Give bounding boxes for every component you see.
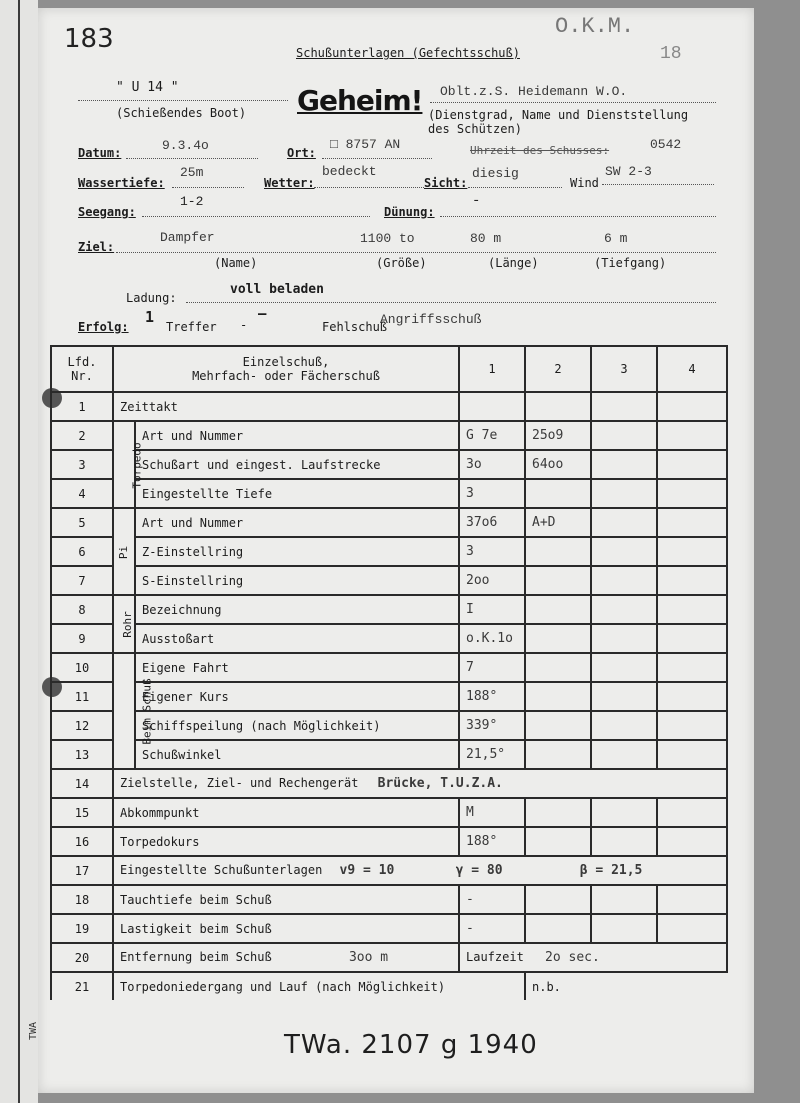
group-torpedo (113, 421, 144, 508)
erfolg-treffer-label: Treffer (166, 320, 217, 334)
datum-value: 9.3.4o (162, 138, 209, 153)
row-value-3 (591, 653, 657, 682)
row-value-2 (525, 595, 591, 624)
row-value-2 (525, 827, 591, 856)
row-value-3 (591, 566, 657, 595)
row-value-3 (591, 421, 657, 450)
gamma-value: γ = 80 (455, 863, 503, 878)
side-mark: TWA (28, 1021, 39, 1040)
row-label: Bezeichnung (135, 595, 459, 624)
row-label: Eingestellte Schußunterlagen (120, 863, 323, 877)
group-beim-schuss-label: Beim Schuß (140, 678, 154, 745)
row-label: Zielstelle, Ziel- und Rechengerät (120, 776, 359, 790)
row-value-3 (591, 914, 657, 943)
row-label: Eingestellte Tiefe (135, 479, 459, 508)
table-row (51, 943, 727, 972)
boat-label: (Schießendes Boot) (116, 106, 247, 120)
group-pi-label: Pi (117, 545, 131, 559)
ziel-tiefgang: 6 m (604, 231, 628, 246)
table-row (51, 450, 727, 479)
row-value-2 (525, 653, 591, 682)
row-value-3 (591, 827, 657, 856)
row-number: 3 (51, 450, 113, 479)
seegang-label: Seegang: (78, 205, 136, 219)
row-value-2 (525, 479, 591, 508)
erfolg-label: Erfolg: (78, 320, 129, 334)
form-title: Schußunterlagen (Gefechtsschuß) (296, 46, 520, 60)
row-number: 15 (51, 798, 113, 827)
officer-value: Oblt.z.S. Heidemann W.O. (440, 84, 628, 99)
row-value-3 (591, 682, 657, 711)
uhrzeit-label: Uhrzeit des Schusses: (470, 144, 610, 157)
row-number: 18 (51, 885, 113, 914)
erfolg-treffer-value: 1 (145, 308, 155, 326)
ziel-sub-groesse: (Größe) (376, 256, 427, 270)
table-row (51, 972, 727, 1000)
row-value-2 (525, 392, 591, 421)
row-value-1: M (459, 798, 525, 827)
geheim-stamp: Geheim! (297, 84, 423, 117)
row-label: Torpedoniedergang und Lauf (nach Möglichkeit) (113, 972, 525, 1000)
v9-value: v9 = 10 (339, 863, 395, 878)
row-value-1: 21,5° (459, 740, 525, 769)
row-value-2 (525, 537, 591, 566)
row-value: n.b. (525, 972, 727, 1000)
row-value-3 (591, 624, 657, 653)
erfolg-dash: - (240, 318, 248, 332)
row-number: 13 (51, 740, 113, 769)
row-label: Art und Nummer (135, 421, 459, 450)
duenung-value: - (472, 193, 481, 209)
row-number: 14 (51, 769, 113, 798)
row-value-4 (657, 682, 727, 711)
laufzeit-label: Laufzeit (466, 950, 524, 964)
ziel-sub-name: (Name) (214, 256, 258, 270)
row-value-1: 3 (459, 537, 525, 566)
row-number: 11 (51, 682, 113, 711)
row-value-4 (657, 740, 727, 769)
header-einzel (113, 346, 459, 392)
corner-mark: O.K.M. (555, 14, 635, 39)
row-value: Brücke, T.U.Z.A. (377, 776, 503, 791)
ziel-groesse: 1100 to (360, 231, 415, 246)
row-number: 6 (51, 537, 113, 566)
beta-value: β = 21,5 (579, 863, 643, 878)
row-value-2 (525, 914, 591, 943)
table-row (51, 827, 727, 856)
row-label: Lastigkeit beim Schuß (113, 914, 459, 943)
row-label: Schiffspeilung (nach Möglichkeit) (135, 711, 459, 740)
wetter-value: bedeckt (322, 164, 377, 179)
row-value-4 (657, 827, 727, 856)
header-lfd: Lfd. Nr. (51, 346, 113, 392)
row-value-2: 64oo (525, 450, 591, 479)
row-label: Torpedokurs (113, 827, 459, 856)
row-label: Abkommpunkt (113, 798, 459, 827)
row-value-3 (591, 450, 657, 479)
corner-number: 18 (660, 44, 682, 64)
row-value-2: A+D (525, 508, 591, 537)
table-row (51, 537, 727, 566)
wind-value: SW 2-3 (605, 164, 652, 179)
row-label: Eigene Fahrt (135, 653, 459, 682)
wassertiefe-value: 25m (180, 165, 204, 180)
row-value-2 (525, 798, 591, 827)
table-row (51, 769, 727, 798)
boat-value: " U 14 " (116, 80, 179, 95)
sicht-value: diesig (472, 166, 519, 181)
row-value-1: I (459, 595, 525, 624)
row-value-4 (657, 508, 727, 537)
laufzeit-value: 2o sec. (545, 950, 600, 965)
header-einzel-line2: Mehrfach- oder Fächerschuß (192, 369, 380, 383)
row-label: Entfernung beim Schuß (120, 950, 272, 964)
header-col-3: 3 (591, 346, 657, 392)
page-margin (0, 0, 38, 1103)
table-row (51, 595, 727, 624)
header-col-1: 1 (459, 346, 525, 392)
row-number: 10 (51, 653, 113, 682)
row-value-1: G 7e (459, 421, 525, 450)
row-label: Art und Nummer (135, 508, 459, 537)
row-number: 19 (51, 914, 113, 943)
row-number: 8 (51, 595, 113, 624)
ziel-sub-tiefgang: (Tiefgang) (594, 256, 667, 270)
row-value-1: 3o (459, 450, 525, 479)
page-number: 183 (64, 24, 114, 54)
ziel-label: Ziel: (78, 240, 115, 254)
row-value-3 (591, 479, 657, 508)
group-torpedo-label: Torpedo (130, 441, 144, 489)
row-label: Ausstoßart (135, 624, 459, 653)
row-value-4 (657, 595, 727, 624)
row-number: 21 (51, 972, 113, 1000)
row-value-2: 25o9 (525, 421, 591, 450)
header-einzel-line1: Einzelschuß, (242, 355, 330, 369)
row-value-3 (591, 508, 657, 537)
row-number: 4 (51, 479, 113, 508)
erfolg-note: Angriffsschuß (380, 312, 482, 327)
row-label-with-values (113, 856, 727, 885)
row-number: 1 (51, 392, 113, 421)
row-value-4 (657, 885, 727, 914)
row-value-1: o.K.1o (459, 624, 525, 653)
group-beim-schuss (113, 653, 154, 769)
row-value-4 (657, 653, 727, 682)
row-value-3 (591, 885, 657, 914)
table-row (51, 798, 727, 827)
table-row (51, 914, 727, 943)
ziel-laenge: 80 m (470, 231, 502, 246)
header-col-2: 2 (525, 346, 591, 392)
datum-label: Datum: (78, 146, 122, 160)
row-number: 5 (51, 508, 113, 537)
row-value-2 (525, 624, 591, 653)
table-row (51, 885, 727, 914)
row-value-2 (525, 711, 591, 740)
row-value-1: 188° (459, 827, 525, 856)
row-value-2 (525, 566, 591, 595)
group-rohr (113, 595, 135, 653)
table-row (51, 508, 727, 537)
ziel-sub-laenge: (Länge) (488, 256, 539, 270)
duenung-label: Dünung: (384, 205, 435, 219)
table-row (51, 479, 727, 508)
row-value-4 (657, 566, 727, 595)
row-label: Schußart und eingest. Laufstrecke (135, 450, 459, 479)
ziel-name: Dampfer (160, 230, 215, 245)
row-label: Zeittakt (113, 392, 459, 421)
row-label: Schußwinkel (135, 740, 459, 769)
row-value-3 (591, 798, 657, 827)
row-value-1: - (459, 885, 525, 914)
group-pi (113, 508, 135, 595)
ladung-label: Ladung: (126, 291, 177, 305)
row-value-1: 7 (459, 653, 525, 682)
firing-data-table (50, 345, 728, 1000)
uhrzeit-value: 0542 (650, 137, 682, 152)
ladung-value: voll beladen (230, 282, 324, 297)
row-value-4 (657, 798, 727, 827)
row-value-4 (657, 450, 727, 479)
row-number: 7 (51, 566, 113, 595)
row-value-4 (657, 624, 727, 653)
officer-label: (Dienstgrad, Name und Dienststellung des Schützen) (428, 108, 689, 136)
row-value-1: 2oo (459, 566, 525, 595)
row-value-4 (657, 392, 727, 421)
row-label: Z-Einstellring (135, 537, 459, 566)
row-value-1: 339° (459, 711, 525, 740)
row-number: 17 (51, 856, 113, 885)
row-label-with-value (113, 769, 727, 798)
table-row (51, 392, 727, 421)
sicht-label: Sicht: (424, 176, 468, 190)
table-row (51, 566, 727, 595)
row-value-3 (591, 595, 657, 624)
row-value-2 (525, 682, 591, 711)
row-value-4 (657, 479, 727, 508)
row-value-3 (591, 740, 657, 769)
row-value-4 (657, 914, 727, 943)
row-label: Eigener Kurs (135, 682, 459, 711)
row-value-1: 3 (459, 479, 525, 508)
table-row (51, 653, 727, 682)
ort-label: Ort: (287, 146, 316, 160)
row-value-1: - (459, 914, 525, 943)
row-number: 2 (51, 421, 113, 450)
wassertiefe-label: Wassertiefe: (78, 176, 165, 190)
entfernung-value: 3oo m (348, 950, 389, 965)
row-number: 12 (51, 711, 113, 740)
row-number: 9 (51, 624, 113, 653)
row-value-2 (525, 885, 591, 914)
table-header-row (51, 346, 727, 392)
row-value-1: 188° (459, 682, 525, 711)
archive-stamp: TWa. 2107 g 1940 (284, 1030, 538, 1060)
row-value-3 (591, 392, 657, 421)
wetter-label: Wetter: (264, 176, 315, 190)
header-col-4: 4 (657, 346, 727, 392)
seegang-value: 1-2 (180, 194, 204, 209)
table-row (51, 856, 727, 885)
row-number: 20 (51, 943, 113, 972)
row-value-4 (657, 421, 727, 450)
row-value-4 (657, 711, 727, 740)
erfolg-fehlschuss-label: Fehlschuß (322, 320, 388, 334)
ort-value: □ 8757 AN (330, 137, 401, 152)
row-value-1 (459, 392, 525, 421)
row-label: S-Einstellring (135, 566, 459, 595)
row-value-1: 37o6 (459, 508, 525, 537)
row-value-2 (525, 740, 591, 769)
erfolg-fehlschuss-value: — (258, 306, 267, 322)
group-rohr-label: Rohr (120, 611, 134, 638)
laufzeit-cell (459, 943, 727, 972)
table-row (51, 421, 727, 450)
row-label: Tauchtiefe beim Schuß (113, 885, 459, 914)
row-value-3 (591, 711, 657, 740)
row-label-with-value (113, 943, 459, 972)
table-row (51, 624, 727, 653)
row-number: 16 (51, 827, 113, 856)
row-value-3 (591, 537, 657, 566)
row-value-4 (657, 537, 727, 566)
wind-label: Wind (570, 176, 599, 190)
